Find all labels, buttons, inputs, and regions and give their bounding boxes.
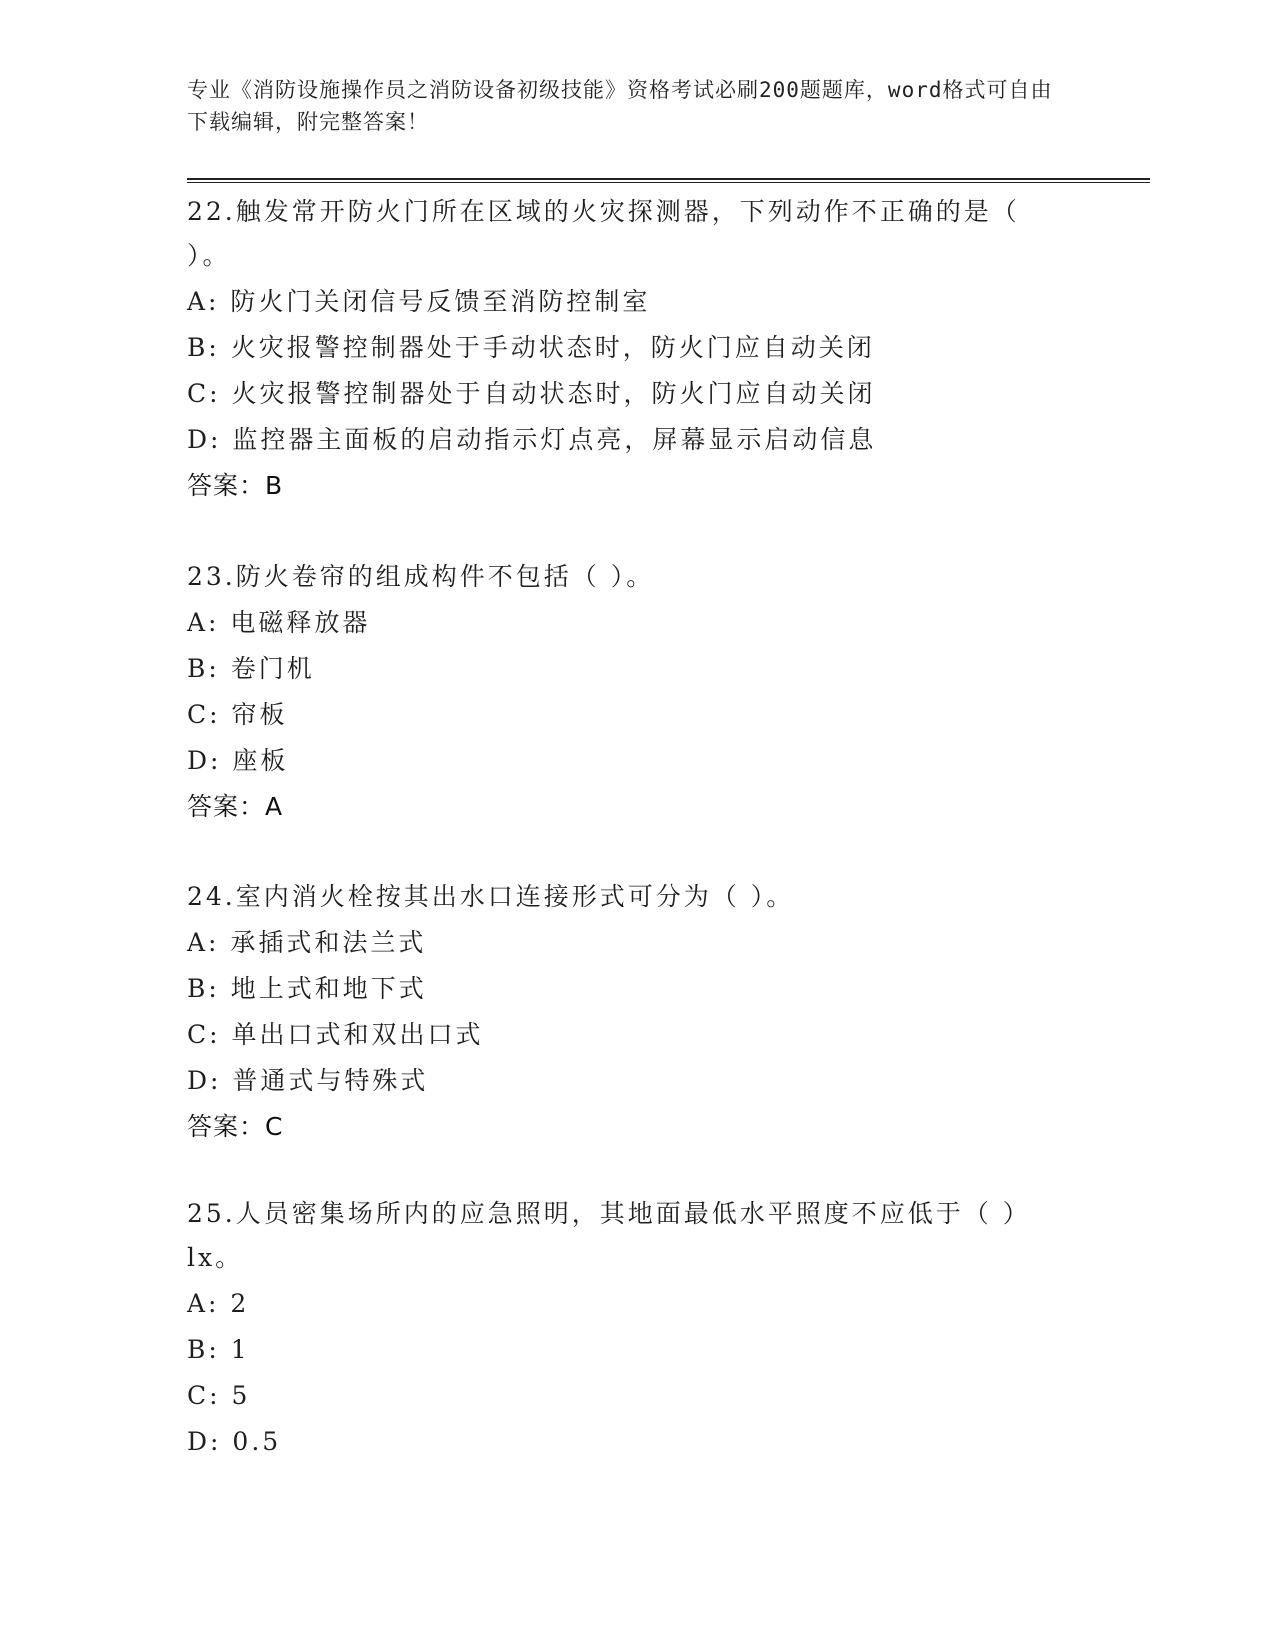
option-d: D: 座板 — [187, 746, 289, 775]
option-a: A: 防火门关闭信号反馈至消防控制室 — [187, 287, 651, 316]
option-b: B: 卷门机 — [187, 654, 315, 683]
answer: 答案：A — [187, 792, 284, 821]
header-divider — [187, 178, 1150, 183]
option-b: B: 1 — [187, 1335, 250, 1364]
option-c: C: 5 — [187, 1381, 251, 1410]
option-d: D: 普通式与特殊式 — [187, 1066, 429, 1095]
question-stem: 24.室内消火栓按其出水口连接形式可分为（ ）。 — [187, 882, 795, 911]
answer: 答案：B — [187, 471, 284, 500]
option-c: C: 火灾报警控制器处于自动状态时，防火门应自动关闭 — [187, 379, 876, 408]
question-22 — [187, 190, 1067, 508]
option-c: C: 帘板 — [187, 700, 288, 729]
option-a: A: 2 — [187, 1289, 250, 1318]
option-a: A: 电磁释放器 — [187, 608, 371, 637]
question-23 — [187, 555, 1067, 829]
option-b: B: 火灾报警控制器处于手动状态时，防火门应自动关闭 — [187, 333, 875, 362]
question-stem: 22.触发常开防火门所在区域的火灾探测器，下列动作不正确的是（ ）。 — [187, 197, 1020, 270]
question-24 — [187, 875, 1067, 1149]
question-25 — [187, 1192, 1067, 1464]
answer: 答案：C — [187, 1112, 284, 1141]
option-d: D: 监控器主面板的启动指示灯点亮，屏幕显示启动信息 — [187, 425, 877, 454]
option-a: A: 承插式和法兰式 — [187, 928, 427, 957]
option-d: D: 0.5 — [187, 1427, 282, 1456]
question-stem: 23.防火卷帘的组成构件不包括（ ）。 — [187, 562, 655, 591]
document-header: 专业《消防设施操作员之消防设备初级技能》资格考试必刷200题题库，word格式可自由下载编辑，附完整答案！ — [187, 78, 1053, 134]
option-b: B: 地上式和地下式 — [187, 974, 427, 1003]
option-c: C: 单出口式和双出口式 — [187, 1020, 484, 1049]
question-stem: 25.人员密集场所内的应急照明，其地面最低水平照度不应低于（ ）lx。 — [187, 1199, 1031, 1272]
